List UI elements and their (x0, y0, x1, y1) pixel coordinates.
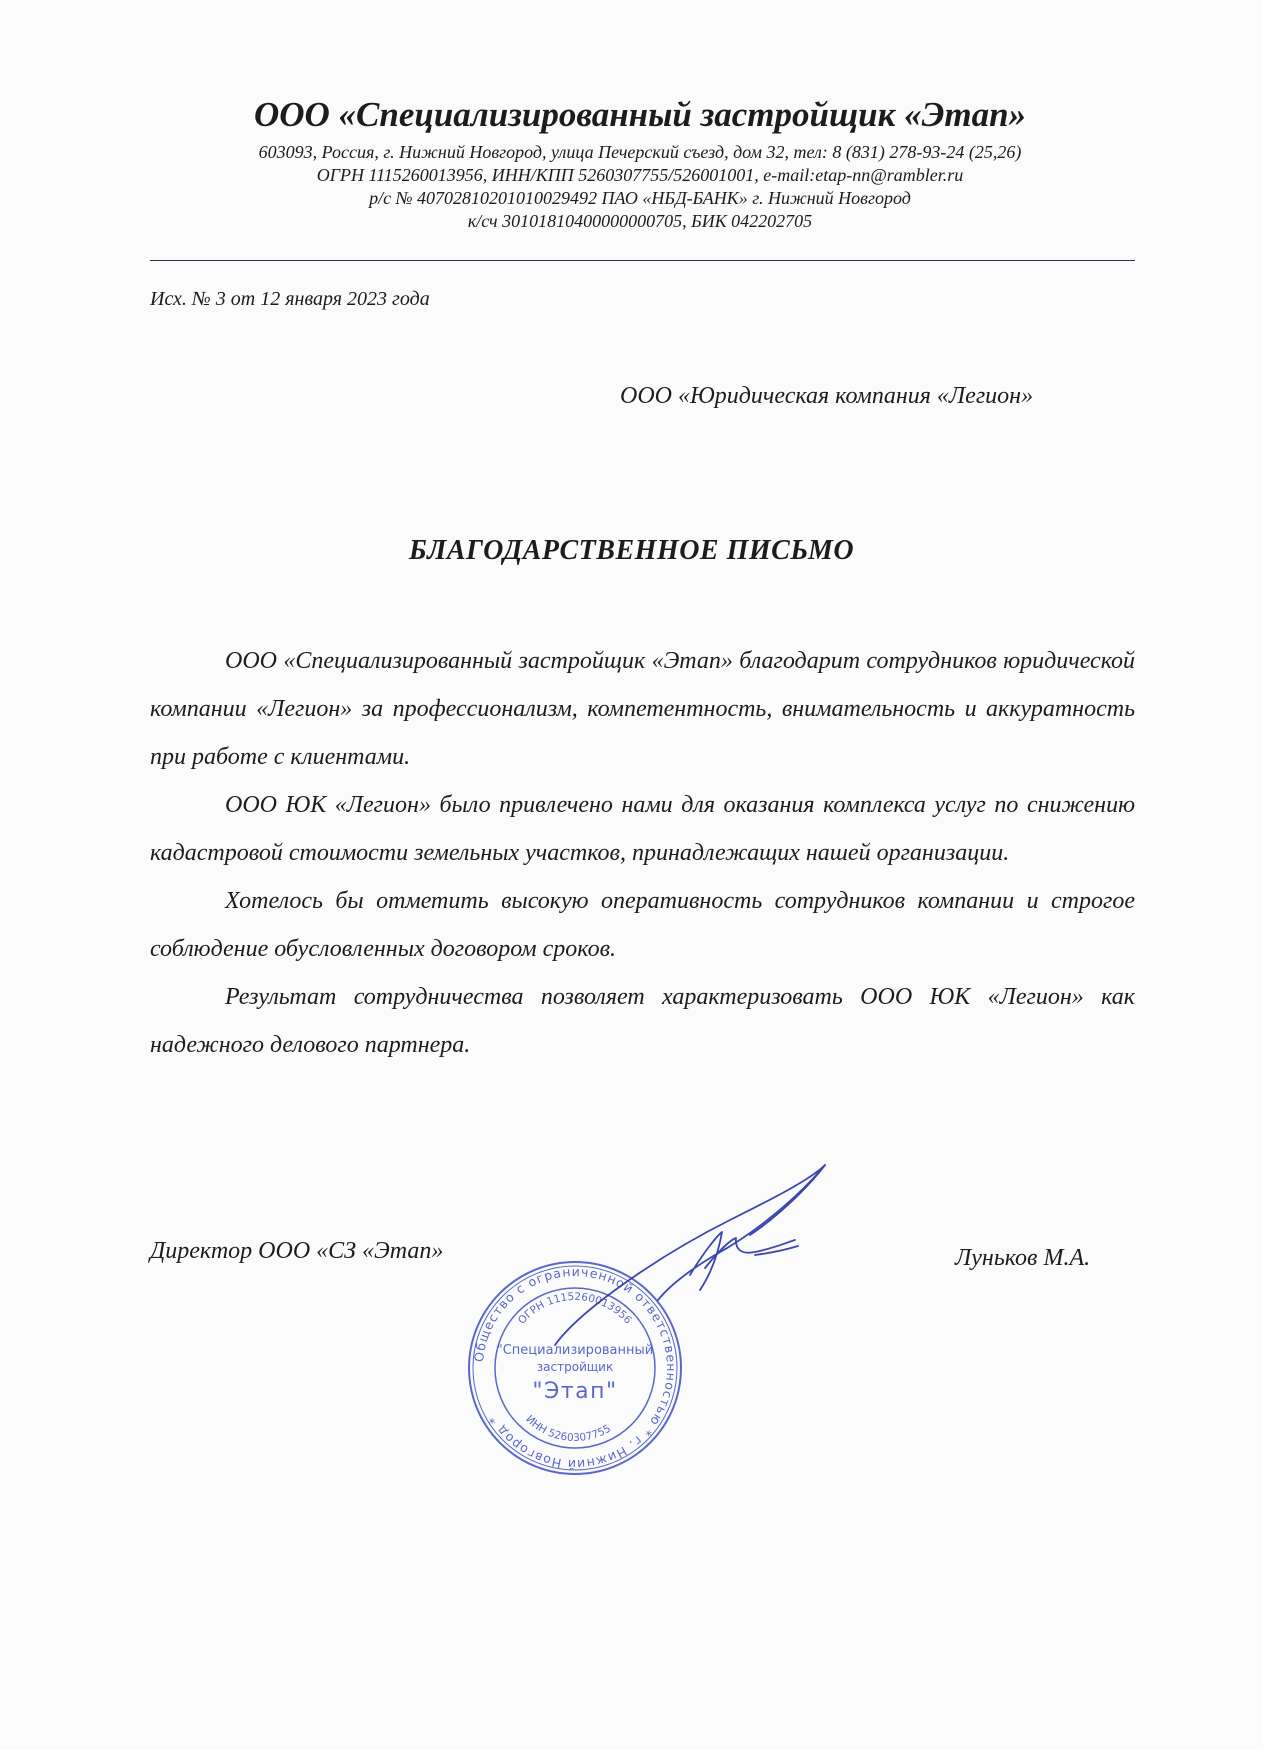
addressee: ООО «Юридическая компания «Легион» (620, 383, 1034, 409)
stamp-line-3: "Этап" (532, 1379, 618, 1404)
stamp-line-2: застройщик (536, 1360, 614, 1374)
signatory-position: Директор ООО «СЗ «Этап» (150, 1238, 444, 1264)
letterhead-bank-account: р/с № 40702810201010029492 ПАО «НБД-БАНК» г. Нижний Новгород (369, 188, 911, 208)
stamp-ogrn: ОГРН 1115260013956 (515, 1290, 634, 1327)
letterhead-registration: ОГРН 1115260013956, ИНН/КПП 5260307755/526001001, e-mail:etap-nn@rambler.ru (316, 165, 964, 185)
body-paragraph: ООО ЮК «Легион» было привлечено нами для оказания комплекса услуг по снижению кадастровой стоимости земельных участков, принадлежащих нашей организации. (150, 792, 1135, 866)
outgoing-reference: Исх. № 3 от 12 января 2023 года (150, 288, 430, 310)
letter-title: БЛАГОДАРСТВЕННОЕ ПИСЬМО (408, 535, 855, 566)
body-paragraph: ООО «Специализированный застройщик «Этап» благодарит сотрудников юридической компании «Легион» за профессионализм, компетентность, внимательность и аккуратность при работе с клиентами. (150, 648, 1135, 770)
letterhead-divider (150, 260, 1135, 261)
svg-text:ИНН 5260307755 (523, 1413, 613, 1444)
body-paragraph: Результат сотрудничества позволяет характеризовать ООО ЮК «Легион» как надежного делового партнера. (150, 984, 1135, 1058)
company-name: ООО «Специализированный застройщик «Этап» (253, 95, 1027, 134)
body-paragraph: Хотелось бы отметить высокую оперативность сотрудников компании и строгое соблюдение обусловленных договором сроков. (150, 888, 1135, 962)
stamp-line-1: "Специализированный (496, 1343, 654, 1358)
director-signature (540, 1160, 870, 1350)
letterhead (150, 95, 1130, 233)
letterhead-address: 603093, Россия, г. Нижний Новгород, улица Печерский съезд, дом 32, тел: 8 (831) 278-93-24 (25,26) (258, 142, 1022, 162)
letterhead-correspondent-account: к/сч 30101810400000000705, БИК 042202705 (467, 211, 813, 231)
letter-body (150, 637, 1135, 1069)
stamp-outer-text: Общество с ограниченной ответственностью * г. Нижний Новгород * (471, 1263, 680, 1473)
stamp-inn: ИНН 5260307755 (523, 1413, 613, 1445)
signatory-name: Луньков М.А. (955, 1245, 1091, 1271)
